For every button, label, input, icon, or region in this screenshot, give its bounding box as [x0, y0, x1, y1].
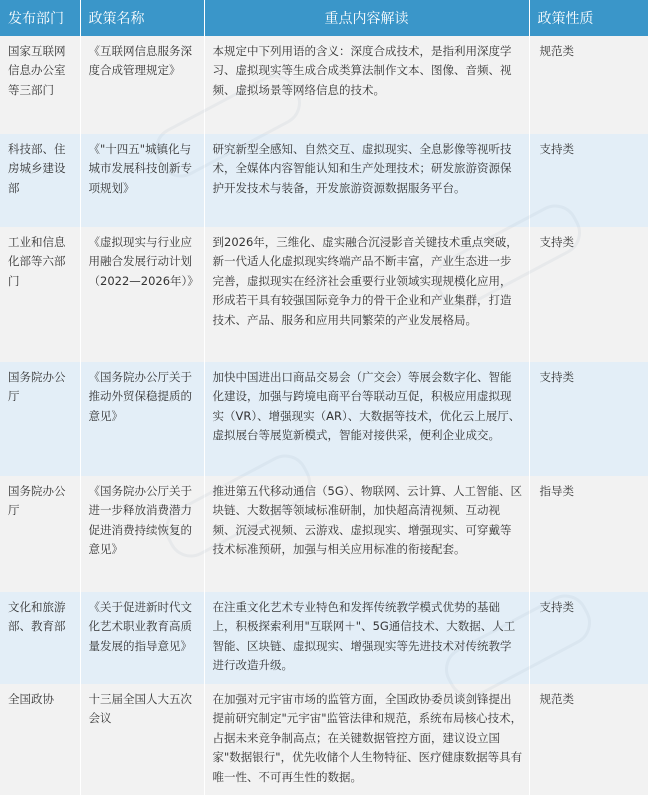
- cell-policy-type: 支持类: [529, 592, 648, 684]
- cell-policy-name: 《国务院办公厅关于推动外贸保稳提质的意见》: [80, 362, 204, 476]
- cell-policy-type: 支持类: [529, 362, 648, 476]
- cell-department: 文化和旅游部、教育部: [0, 592, 80, 684]
- cell-policy-name: 《"十四五"城镇化与城市发展科技创新专项规划》: [80, 134, 204, 227]
- cell-key-content: 加快中国进出口商品交易会（广交会）等展会数字化、智能化建设，加强与跨境电商平台等联动互促，积极应用虚拟现实（VR）、增强现实（AR）、大数据等技术，优化云上展厅、虚拟展台等展览新模式，智能对接供采，便利企业成交。: [204, 362, 529, 476]
- header-policy-name: 政策名称: [80, 0, 204, 36]
- cell-department: 工业和信息化部等六部门: [0, 227, 80, 362]
- cell-department: 国务院办公厅: [0, 362, 80, 476]
- table-row: [0, 134, 648, 227]
- table-row: [0, 592, 648, 684]
- cell-department: 全国政协: [0, 684, 80, 795]
- table-row: [0, 36, 648, 134]
- header-key-content: 重点内容解读: [204, 0, 529, 36]
- header-policy-type: 政策性质: [529, 0, 648, 36]
- cell-policy-type: 规范类: [529, 36, 648, 134]
- cell-department: 国务院办公厅: [0, 476, 80, 592]
- cell-key-content: 推进第五代移动通信（5G）、物联网、云计算、人工智能、区块链、大数据等领域标准研制，加快超高清视频、互动视频、沉浸式视频、云游戏、虚拟现实、增强现实、可穿戴等技术标准预研，加强与相关应用标准的衔接配套。: [204, 476, 529, 592]
- cell-policy-type: 支持类: [529, 134, 648, 227]
- cell-key-content: 研究新型全感知、自然交互、虚拟现实、全息影像等视听技术，全媒体内容智能认知和生产处理技术；研发旅游资源保护开发技术与装备，开发旅游资源数据服务平台。: [204, 134, 529, 227]
- cell-key-content: 本规定中下列用语的含义：深度合成技术，是指利用深度学习、虚拟现实等生成合成类算法制作文本、图像、音频、视频、虚拟场景等网络信息的技术。: [204, 36, 529, 134]
- table-header-row: [0, 0, 648, 36]
- table-row: [0, 476, 648, 592]
- table-row: [0, 684, 648, 795]
- cell-policy-name: 《互联网信息服务深度合成管理规定》: [80, 36, 204, 134]
- cell-key-content: 在注重文化艺术专业特色和发挥传统教学模式优势的基础上，积极探索利用"互联网＋"、5G通信技术、大数据、人工智能、区块链、虚拟现实、增强现实等先进技术对传统教学进行改造升级。: [204, 592, 529, 684]
- cell-key-content: 在加强对元宇宙市场的监管方面，全国政协委员谈剑锋提出提前研究制定"元宇宙"监管法律和规范，系统布局核心技术，占据未来竞争制高点；在关键数据管控方面，建议设立国家"数据银行"，优先收储个人生物特征、医疗健康数据等具有唯一性、不可再生性的数据。: [204, 684, 529, 795]
- cell-policy-name: 《虚拟现实与行业应用融合发展行动计划（2022—2026年）》: [80, 227, 204, 362]
- cell-policy-type: 支持类: [529, 227, 648, 362]
- cell-department: 科技部、住房城乡建设部: [0, 134, 80, 227]
- cell-key-content: 到2026年，三维化、虚实融合沉浸影音关键技术重点突破，新一代适人化虚拟现实终端产品不断丰富，产业生态进一步完善，虚拟现实在经济社会重要行业领域实现规模化应用，形成若干具有较强国际竞争力的骨干企业和产业集群，打造技术、产品、服务和应用共同繁荣的产业发展格局。: [204, 227, 529, 362]
- cell-policy-name: 《关于促进新时代文化艺术职业教育高质量发展的指导意见》: [80, 592, 204, 684]
- cell-policy-type: 指导类: [529, 476, 648, 592]
- cell-department: 国家互联网信息办公室等三部门: [0, 36, 80, 134]
- header-department: 发布部门: [0, 0, 80, 36]
- cell-policy-type: 规范类: [529, 684, 648, 795]
- cell-policy-name: 《国务院办公厅关于进一步释放消费潜力促进消费持续恢复的意见》: [80, 476, 204, 592]
- table-row: [0, 227, 648, 362]
- cell-policy-name: 十三届全国人大五次会议: [80, 684, 204, 795]
- table-row: [0, 362, 648, 476]
